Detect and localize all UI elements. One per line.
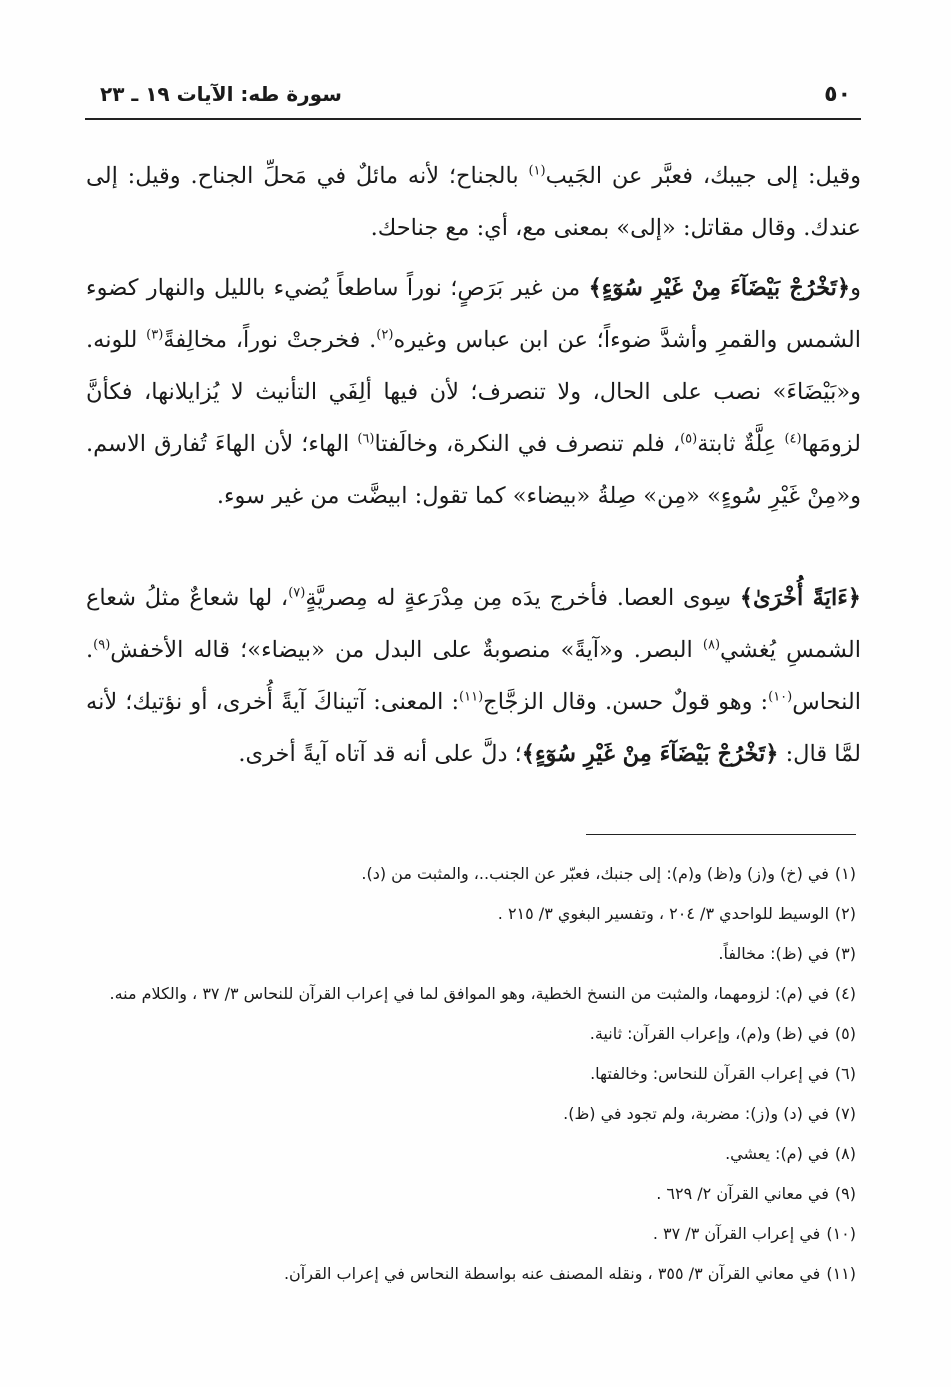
footnote-text: في (د) و(ز): مضربة، ولم تجود في (ظ). <box>563 1104 829 1123</box>
footnote-number: (١٠) <box>826 1224 856 1243</box>
quran-quote: ﴿تَخْرُجْ بَيْضَآءَ مِنْ غَيْرِ سُوٓءٍ﴾ <box>521 741 779 767</box>
paragraph-text: . فخرجتْ نوراً، مخالِفةً <box>163 327 377 353</box>
body-paragraph <box>86 262 861 522</box>
paragraph-text: سِوى العصا. فأخرج يدَه مِن مِدْرَعةٍ له مِصريَّةٍ <box>305 585 740 611</box>
footnote-number: (٤) <box>834 984 856 1003</box>
footnote-text: في معاني القرآن ٢/ ٦٢٩ . <box>656 1184 829 1203</box>
paragraph-text: : وهو قولٌ حسن. وقال الزجَّاج <box>483 689 769 715</box>
footnote-ref: (١) <box>528 163 546 179</box>
footnote-text: في (ظ) و(م)، وإعراب القرآن: ثانية. <box>589 1024 829 1043</box>
header-rule <box>85 118 861 120</box>
paragraph-text: وقيل: إلى جيبك، فعبَّر عن الجَيب <box>545 163 861 189</box>
footnote-ref: (٢) <box>376 327 394 343</box>
footnote-ref: (٤) <box>784 431 802 447</box>
quran-quote: ﴿ءَايَةً أُخْرَىٰ﴾ <box>739 585 861 611</box>
paragraph-text: البصر. و«آيةً» منصوبةٌ على البدل من «بيضاء»؛ قاله الأخفش <box>110 637 703 663</box>
quran-quote: ﴿تَخْرُجْ بَيْضَآءَ مِنْ غَيْرِ سُوٓءٍ﴾ <box>588 275 851 301</box>
running-header-title: سورة طه: الآيات ١٩ ـ ٢٣ <box>100 82 342 106</box>
footnote-text: في معاني القرآن ٣/ ٣٥٥ ، ونقله المصنف عنه بواسطة النحاس في إعراب القرآن. <box>283 1264 821 1283</box>
footnote-ref: (٨) <box>702 637 721 653</box>
footnote-text: في (م): يعشي. <box>725 1144 829 1163</box>
footnote-text: في إعراب القرآن ٣/ ٣٧ . <box>652 1224 821 1243</box>
paragraph-text: الهاء؛ لأن الهاءَ تُفارق الاسم. و«مِنْ غَيْرِ سُوءٍ» «مِن» صِلةُ «بيضاء» كما تقول: ابيضَّت من غير سوء. <box>86 431 861 509</box>
body-paragraph <box>86 572 861 780</box>
footnote-item <box>86 1260 856 1287</box>
footnote-item <box>86 1060 856 1087</box>
footnote-item <box>86 1100 856 1127</box>
footnote-item <box>86 1220 856 1247</box>
footnote-number: (٨) <box>834 1144 856 1163</box>
paragraph-text: للونه. و«بَيْضَاءَ» نصب على الحال، ولا تنصرف؛ لأن فيها ألِفَي التأنيث لا يُزايلانها، فكأنَّ لزومَها <box>86 327 861 457</box>
footnote-ref: (٥) <box>680 431 698 447</box>
footnote-text: في إعراب القرآن للنحاس: وخالفتها. <box>590 1064 829 1083</box>
body-paragraph <box>86 150 861 254</box>
paragraph-text: ، لها شعاعٌ مثلُ شعاع الشمسِ يُغشي <box>86 585 861 663</box>
footnote-item <box>86 1180 856 1207</box>
footnote-item <box>86 860 856 887</box>
footnote-ref: (١٠) <box>768 689 793 705</box>
footnote-text: في (خ) و(ز) و(ظ) و(م): إلى جنبك، فعبّر عن الجنب..، والمثبت من (د). <box>361 864 829 883</box>
footnote-number: (١١) <box>826 1264 856 1283</box>
footnotes-list <box>86 860 856 1300</box>
footnote-ref: (٩) <box>93 637 111 653</box>
footnote-number: (٢) <box>834 904 856 923</box>
footnote-text: في (ظ): مخالفاً. <box>718 944 829 963</box>
paragraph-text: . النحاس <box>86 637 861 715</box>
paragraph-text: ؛ دلَّ على أنه قد آتاه آيةً أخرى. <box>238 741 522 767</box>
footnote-text: الوسيط للواحدي ٣/ ٢٠٤ ، وتفسير البغوي ٣/ ٢١٥ . <box>497 904 829 923</box>
footnote-number: (٦) <box>834 1064 856 1083</box>
paragraph-text: بالجناح؛ لأنه مائلٌ في مَحلِّ الجناح. وقيل: إلى عندك. وقال مقاتل: «إلى» بمعنى مع، أي: مع جناحك. <box>86 163 861 241</box>
footnote-ref: (١١) <box>459 689 484 705</box>
paragraph-text: ، فلم تنصرف في النكرة، وخالَفتا <box>374 431 681 457</box>
paragraph-text: : المعنى: آتيناكَ آيةً أُخرى، أو نؤتيك؛ لأنه لمَّا قال: <box>86 689 861 767</box>
footnote-number: (١) <box>834 864 856 883</box>
footnote-item <box>86 940 856 967</box>
footnote-ref: (٧) <box>288 585 306 601</box>
page-number: ٥٠ <box>824 82 851 107</box>
footnote-text: في (م): لزومهما، والمثبت من النسخ الخطية، وهو الموافق لما في إعراب القرآن للنحاس ٣/ ٣٧ ، والكلام منه. <box>109 984 829 1003</box>
footnote-item <box>86 900 856 927</box>
footnote-separator <box>586 834 856 835</box>
footnote-number: (٥) <box>834 1024 856 1043</box>
footnote-number: (٩) <box>834 1184 856 1203</box>
footnote-number: (٣) <box>834 944 856 963</box>
footnote-number: (٧) <box>834 1104 856 1123</box>
paragraph-text: عِلَّةٌ ثابتة <box>697 431 785 457</box>
footnote-item <box>86 1020 856 1047</box>
paragraph-text: من غير بَرَصٍ؛ نوراً ساطعاً يُضيء بالليل والنهار كضوء الشمس والقمرِ وأشدَّ ضوءاً؛ عن ابن عباس وغيره <box>86 275 861 353</box>
footnote-ref: (٣) <box>146 327 164 343</box>
footnote-item <box>86 980 856 1007</box>
footnote-item <box>86 1140 856 1167</box>
paragraph-text: و <box>850 275 861 301</box>
footnote-ref: (٦) <box>357 431 375 447</box>
